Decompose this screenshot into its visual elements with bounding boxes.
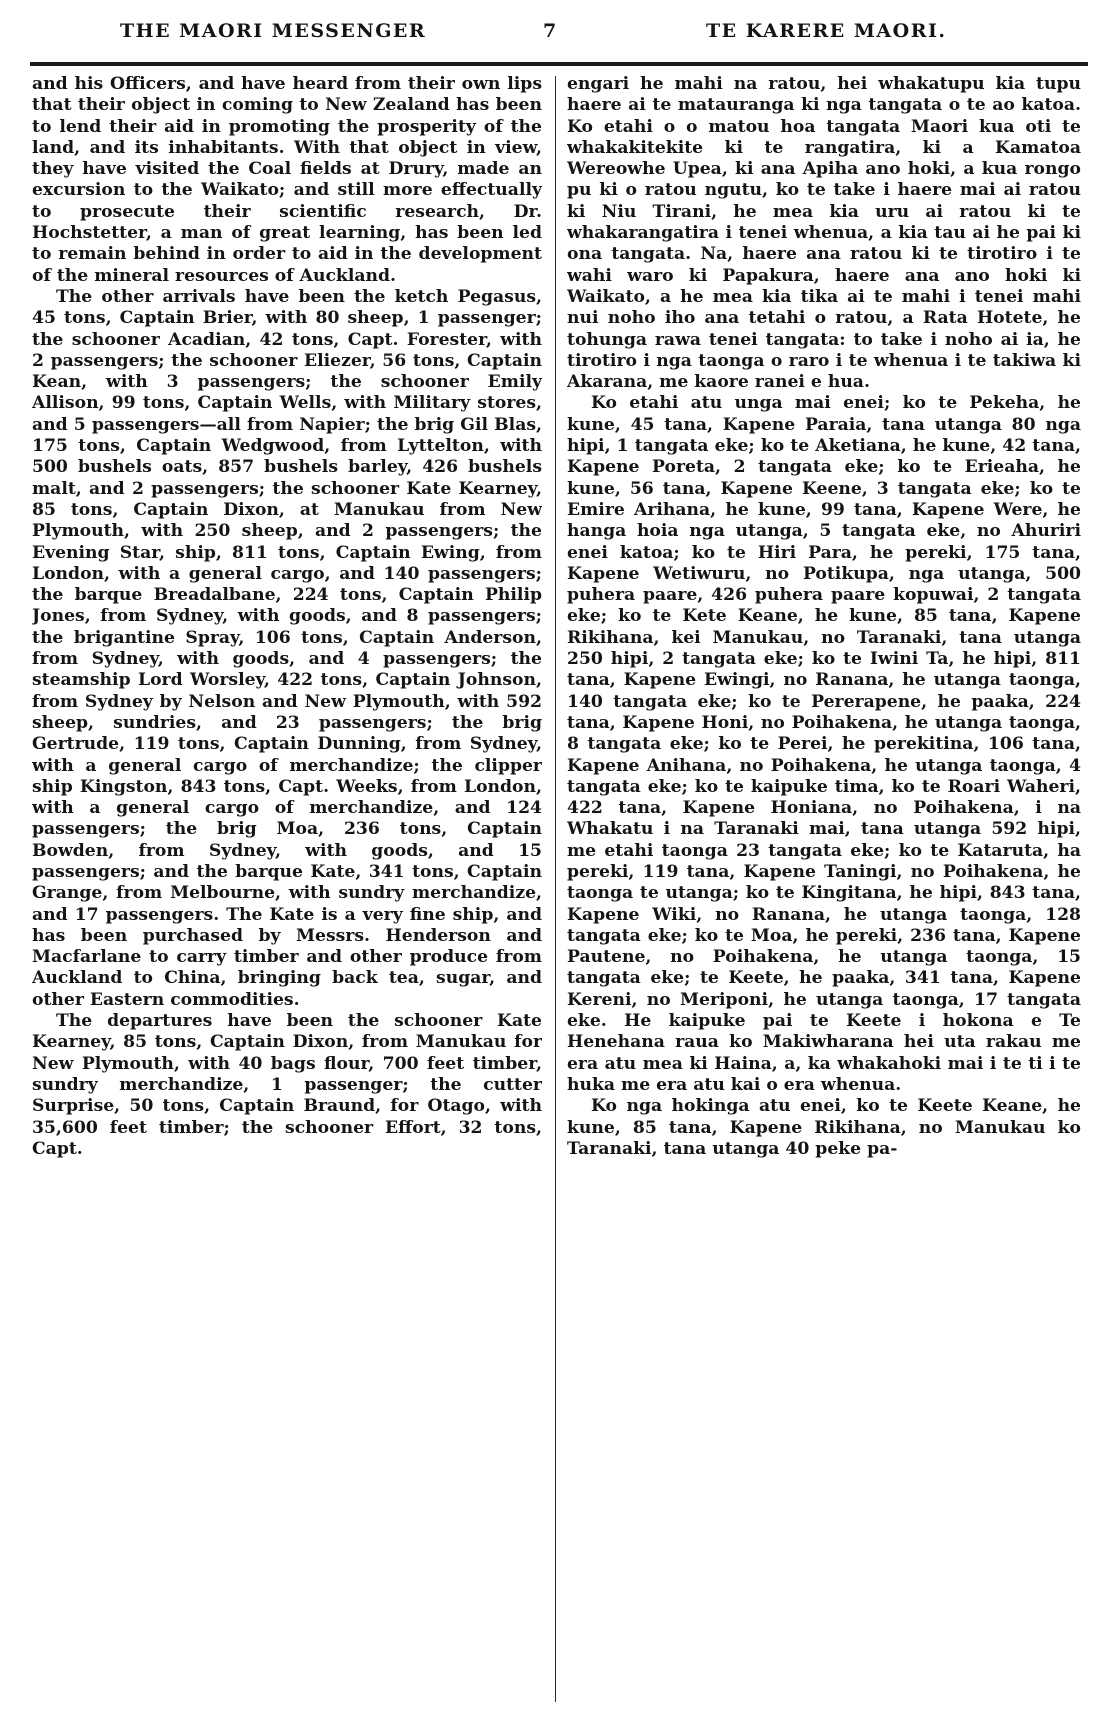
english-column [32, 74, 542, 1706]
maori-paragraph: Ko etahi atu unga mai enei; ko te Pekeha, he kune, 45 tana, Kapene Paraia, tana utanga 80 nga hipi, 1 tangata eke; ko te Aketiana, he kune, 42 tana, Kapene Poreta, 2 tangata eke; ko te Erieaha, he kune, 56 tana, Kapene Keene, 3 tangata eke; ko te Emire Arihana, he kune, 99 tana, Kapene Were, he hanga hoia nga utanga, 5 tangata eke, no Ahuriri enei katoa; ko te Hiri Para, he pereki, 175 tana, Kapene Wetiwuru, no Potikupa, nga utanga, 500 puhera paare, 426 puhera paare kopuwai, 2 tangata eke; ko te Kete Keane, he kune, 85 tana, Kapene Rikihana, kei Manukau, no Taranaki, tana utanga 250 hipi, 2 tangata eke; ko te Iwini Ta, he hipi, 811 tana, Kapene Ewingi, no Ranana, he utanga taonga, 140 tangata eke; ko te Pererapene, he paaka, 224 tana, Kapene Honi, no Poihakena, he utanga taonga, 8 tangata eke; ko te Perei, he perekitina, 106 tana, Kapene Anihana, no Poihakena, he utanga taonga, 4 tangata eke; ko te kaipuke tima, ko te Roari Waheri, 422 tana, Kapene Honiana, no Poihakena, i na Whakatu i na Taranaki mai, tana utanga 592 hipi, me etahi taonga 23 tangata eke; ko te Kataruta, ha pereki, 119 tana, Kapene Taningi, no Poihakena, he taonga te utanga; ko te Kingitana, he hipi, 843 tana, Kapene Wiki, no Ranana, he utanga taonga, 128 tangata eke; ko te Moa, he pereki, 236 tana, Kapene Pautene, no Poihakena, he utanga taonga, 15 tangata eke; te Keete, he paaka, 341 tana, Kapene Kereni, no Meriponi, he utanga taonga, 17 tangata eke. He kaipuke pai te Keete i hokona e Te Henehana raua ko Makiwharana hei uta rakau me era atu mea ki Haina, a, ka whakahoki mai i te ti i te huka me era atu kai o era whenua. [567, 393, 1081, 1095]
english-paragraph: The other arrivals have been the ketch Pegasus, 45 tons, Captain Brier, with 80 sheep, 1 passenger; the schooner Acadian, 42 tons, Capt. Forester, with 2 passengers; the schooner Eliezer, 56 tons, Captain Kean, with 3 passengers; the schooner Emily Allison, 99 tons, Captain Wells, with Military stores, and 5 passengers—all from Napier; the brig Gil Blas, 175 tons, Captain Wedgwood, from Lyttelton, with 500 bushels oats, 857 bushels barley, 426 bushels malt, and 2 passengers; the schooner Kate Kearney, 85 tons, Captain Dixon, at Manukau from New Plymouth, with 250 sheep, and 2 passengers; the Evening Star, ship, 811 tons, Captain Ewing, from London, with a general cargo, and 140 passengers; the barque Breadalbane, 224 tons, Captain Philip Jones, from Sydney, with goods, and 8 passengers; the brigantine Spray, 106 tons, Captain Anderson, from Sydney, with goods, and 4 passengers; the steamship Lord Worsley, 422 tons, Captain Johnson, from Sydney by Nelson and New Plymouth, with 592 sheep, sundries, and 23 passengers; the brig Gertrude, 119 tons, Captain Dunning, from Sydney, with a general cargo of merchandize; the clipper ship Kingston, 843 tons, Capt. Weeks, from London, with a general cargo of merchandize, and 124 passengers; the brig Moa, 236 tons, Captain Bowden, from Sydney, with goods, and 15 passengers; and the barque Kate, 341 tons, Captain Grange, from Melbourne, with sundry merchandize, and 17 passengers. The Kate is a very fine ship, and has been purchased by Messrs. Henderson and Macfarlane to carry timber and other produce from Auckland to China, bringing back tea, sugar, and other Eastern commodities. [32, 286, 542, 1010]
maori-column [567, 74, 1081, 1706]
english-paragraph: and his Officers, and have heard from their own lips that their object in coming to New Zealand has been to lend their aid in promoting the prosperity of the land, and its inhabitants. With that object in view, they have visited the Coal fields at Drury, made an excursion to the Waikato; and still more effectually to prosecute their scientific research, Dr. Hochstetter, a man of great learning, has been led to remain behind in order to aid in the development of the mineral resources of Auckland. [32, 74, 542, 286]
header-title-english: THE MAORI MESSENGER [120, 20, 427, 42]
column-divider [555, 76, 556, 1702]
header-title-maori: TE KARERE MAORI. [706, 20, 947, 42]
maori-paragraph: Ko nga hokinga atu enei, ko te Keete Keane, he kune, 85 tana, Kapene Rikihana, no Manukau ko Taranaki, tana utanga 40 peke pa- [567, 1096, 1081, 1159]
english-paragraph: The departures have been the schooner Kate Kearney, 85 tons, Captain Dixon, from Manukau for New Plymouth, with 40 bags flour, 700 feet timber, sundry merchandize, 1 passenger; the cutter Surprise, 50 tons, Captain Braund, for Otago, with 35,600 feet timber; the schooner Effort, 32 tons, Capt. [32, 1011, 542, 1159]
page-header [30, 14, 1088, 54]
page-number: 7 [543, 20, 557, 42]
header-rule [30, 62, 1088, 66]
maori-paragraph: engari he mahi na ratou, hei whakatupu kia tupu haere ai te matauranga ki nga tangata o te ao katoa. Ko etahi o o matou hoa tangata Maori kua oti te whakakitekite ki te rangatira, ki a Kamatoa Wereowhe Upea, ki ana Apiha ano hoki, a kua rongo pu ki o ratou ngutu, ko te take i haere mai ai ratou ki Niu Tirani, he mea kia uru ai ratou ki te whakarangatira i tenei whenua, a kia tau ai he pai ki ona tangata. Na, haere ana ratou ki te tirotiro i te wahi waro ki Papakura, haere ana ano hoki ki Waikato, a he mea kia tika ai te mahi i tenei mahi nui noho iho ana tetahi o ratou, a Rata Hotete, he tohunga rawa tenei tangata: to take i noho ai ia, he tirotiro i nga taonga o raro i te whenua i te takiwa ki Akarana, me kaore ranei e hua. [567, 74, 1081, 393]
